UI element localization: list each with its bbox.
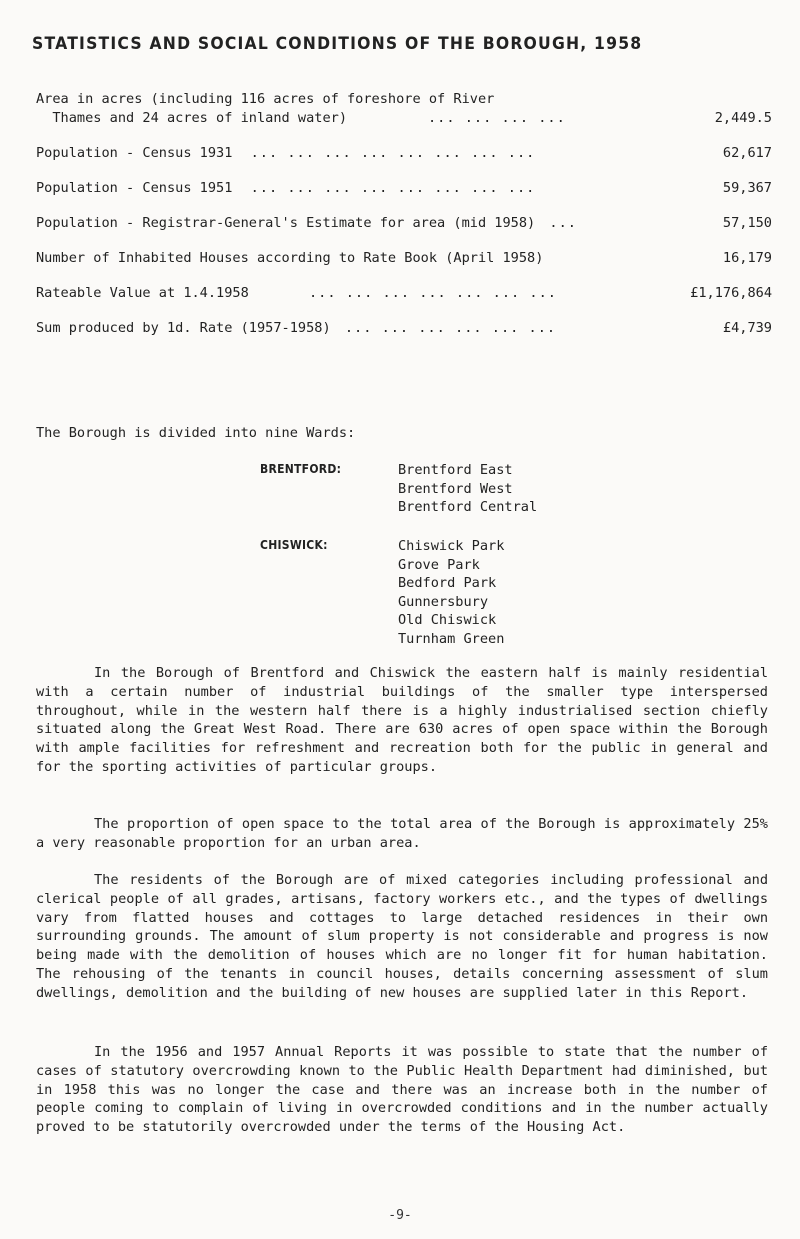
stat-row-registrar-estimate xyxy=(36,214,772,233)
stat-label: Population - Census 1931 xyxy=(36,145,233,161)
stat-label: Rateable Value at 1.4.1958 xyxy=(36,285,249,301)
ward-list xyxy=(398,461,658,517)
stat-label: Number of Inhabited Houses according to Rate Book (April 1958) xyxy=(36,250,544,266)
leader-dots: ... ... ... ... ... ... ... ... xyxy=(250,145,536,161)
ward-item: Brentford Central xyxy=(398,499,538,515)
stat-value: £1,176,864 xyxy=(690,285,772,301)
ward-item: Turnham Green xyxy=(398,630,505,647)
leader-dots: ... xyxy=(549,215,577,231)
leader-dots: ... ... ... ... xyxy=(428,110,566,126)
ward-item: Chiswick Park xyxy=(398,538,505,554)
ward-item: Bedford Park xyxy=(398,575,497,591)
ward-group-name: CHISWICK: xyxy=(260,538,328,552)
leader-dots: ... ... ... ... ... ... xyxy=(344,320,557,336)
stat-row-census-1951 xyxy=(36,179,772,198)
ward-item: Old Chiswick xyxy=(398,612,497,628)
leader-dots: ... ... ... ... ... ... ... ... xyxy=(250,180,536,196)
ward-group-name: BRENTFORD: xyxy=(260,462,342,476)
stat-value: 57,150 xyxy=(722,215,772,231)
paragraph-open-space: The proportion of open space to the total area of the Borough is approximately 25% a very reasonable proportion for an urban area. xyxy=(36,816,768,851)
stat-row-penny-rate xyxy=(36,319,772,338)
ward-item: Brentford East xyxy=(398,462,513,478)
ward-item: Grove Park xyxy=(398,556,480,573)
stat-row-inhabited-houses xyxy=(36,249,772,268)
stat-row-area xyxy=(36,90,772,128)
stat-row-rateable-value xyxy=(36,284,772,303)
ward-item: Gunnersbury xyxy=(398,593,489,610)
stat-value: 59,367 xyxy=(722,180,772,196)
stat-value: 2,449.5 xyxy=(714,110,772,126)
page-number: -9- xyxy=(388,1208,412,1223)
paragraph-residents: The residents of the Borough are of mixed categories including professional and clerical people of all grades, artisans, factory workers etc., and the types of dwellings vary from flatted houses and cottages to large detached residences in their own surrounding grounds. The amount of slum property is not considerable and progress is now being made with the demolition of houses which are no longer fit for human habitation. The rehousing of the tenants in council houses, details concerning assessment of slum dwellings, demolition and the building of new houses are supplied later in this Report. xyxy=(36,872,768,1001)
ward-item: Brentford West xyxy=(398,480,513,497)
statistics-table xyxy=(36,90,772,338)
stat-label: Sum produced by 1d. Rate (1957-1958) xyxy=(36,320,331,336)
stat-label: Area in acres (including 116 acres of foreshore of River Thames and 24 acres of inland water) xyxy=(36,91,495,126)
ward-list xyxy=(398,537,658,648)
stat-label: Population - Registrar-General's Estimate for area (mid 1958) xyxy=(36,215,536,231)
stat-value: 16,179 xyxy=(722,250,772,266)
stat-value: 62,617 xyxy=(722,145,772,161)
leader-dots: ... ... ... ... ... ... ... xyxy=(308,285,557,301)
paragraph-land-use: In the Borough of Brentford and Chiswick the eastern half is mainly residential with a certain number of industrial buildings of the smaller type interspersed throughout, while in the western half there is a highly industrialised section chiefly situated along the Great West Road. There are 630 acres of open space within the Borough with ample facilities for refreshment and recreation both for the public in general and for the sporting activities of particular groups. xyxy=(36,665,768,775)
stat-value: £4,739 xyxy=(722,320,772,336)
stat-row-census-1931 xyxy=(36,144,772,163)
stat-label: Population - Census 1951 xyxy=(36,180,233,196)
paragraph-overcrowding: In the 1956 and 1957 Annual Reports it was possible to state that the number of cases of statutory overcrowding known to the Public Health Department had diminished, but in 1958 this was no longer the case and there was an increase both in the number of people coming to complain of living in overcrowded conditions and in the number actually proved to be statutorily overcrowded under the terms of the Housing Act. xyxy=(36,1044,768,1136)
page-title: STATISTICS AND SOCIAL CONDITIONS OF THE BOROUGH, 1958 xyxy=(32,34,643,54)
wards-intro: The Borough is divided into nine Wards: xyxy=(36,425,356,441)
